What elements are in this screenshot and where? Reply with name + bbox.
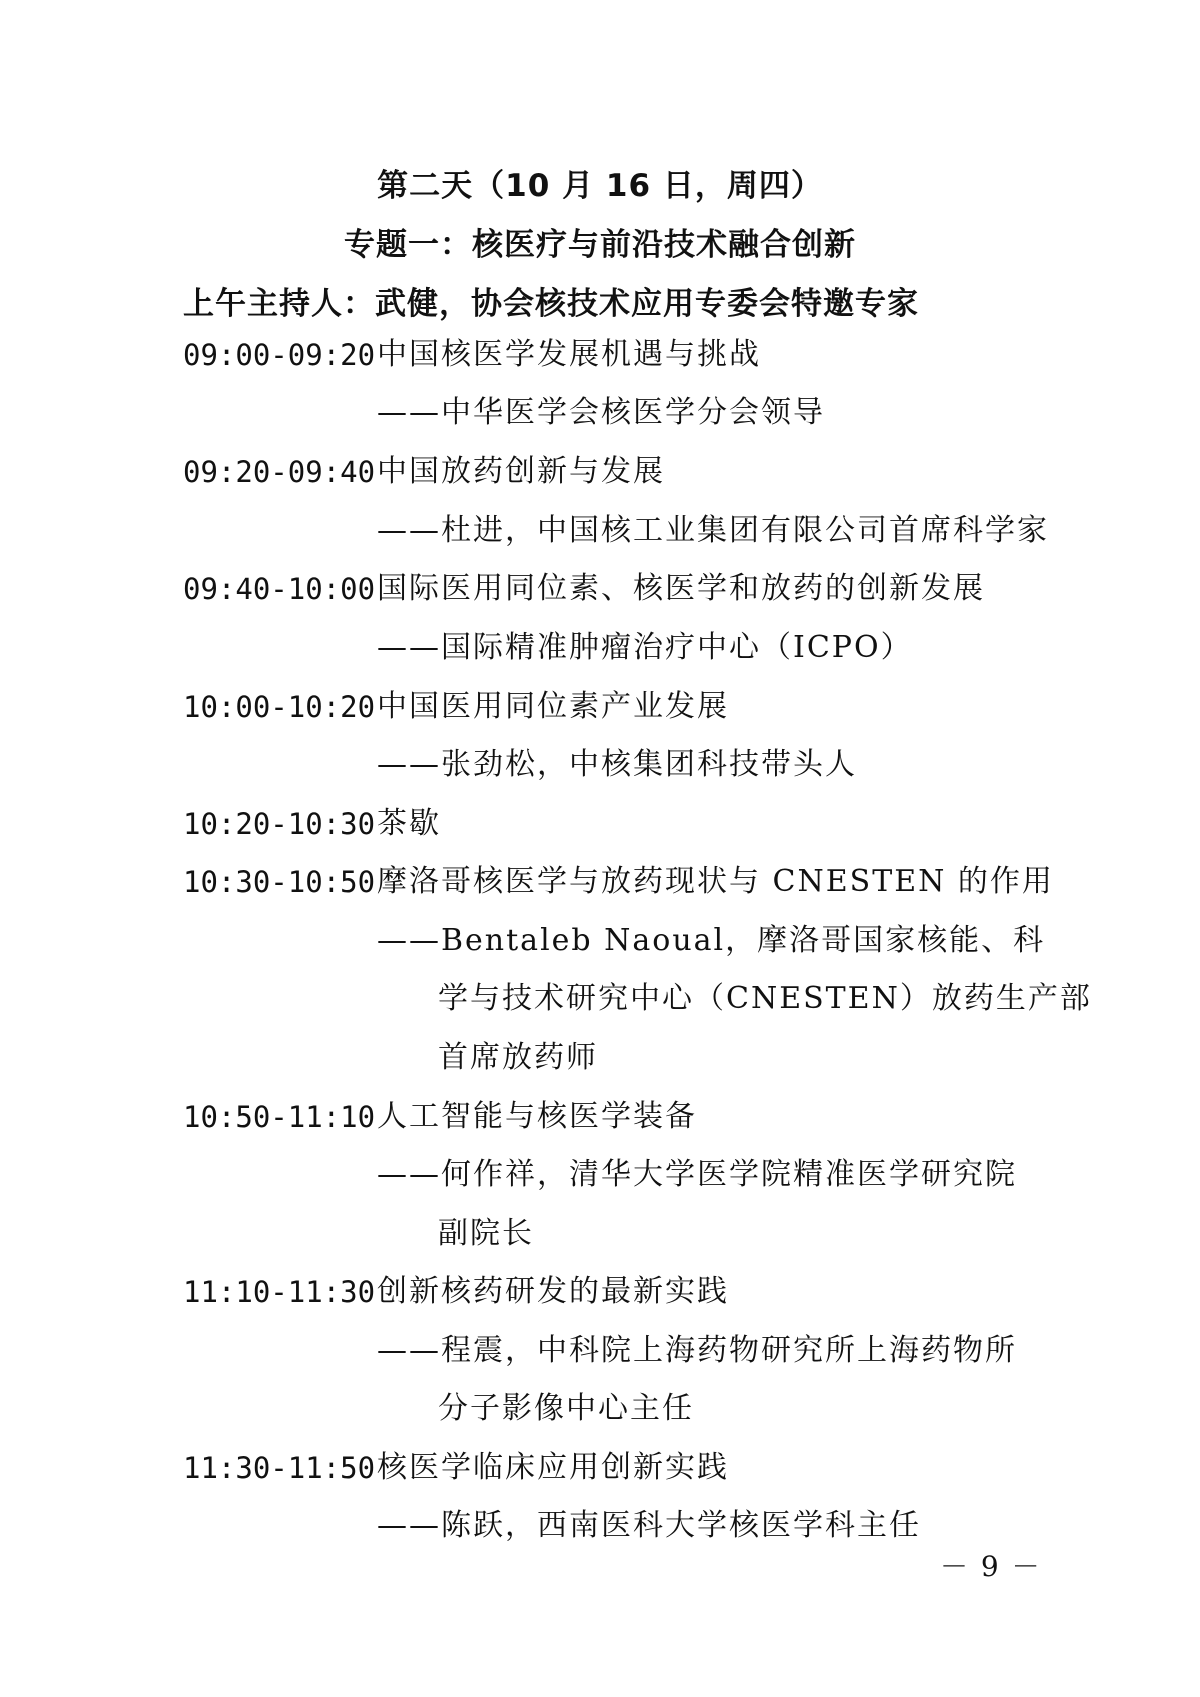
session-speaker-continued: 首席放药师 <box>438 1040 598 1075</box>
session-speaker: ——国际精准肿瘤治疗中心（ICPO） <box>377 630 913 665</box>
session-speaker: ——陈跃，西南医科大学核医学科主任 <box>377 1508 921 1543</box>
session-speaker: ——杜进，中国核工业集团有限公司首席科学家 <box>377 513 1049 548</box>
session-speaker: ——中华医学会核医学分会领导 <box>377 395 825 430</box>
session-time: 09:00-09:20 <box>183 338 376 372</box>
session-time: 10:00-10:20 <box>183 690 376 724</box>
session-title: 人工智能与核医学装备 <box>377 1099 697 1134</box>
session-time: 11:10-11:30 <box>183 1275 376 1309</box>
session-time: 09:20-09:40 <box>183 455 376 489</box>
session-speaker: ——张劲松，中核集团科技带头人 <box>377 747 857 782</box>
session-title: 中国核医学发展机遇与挑战 <box>377 337 761 372</box>
session-title: 国际医用同位素、核医学和放药的创新发展 <box>377 571 985 606</box>
session-speaker: ——Bentaleb Naoual，摩洛哥国家核能、科 <box>377 923 1046 958</box>
session-title: 茶歇 <box>377 806 441 841</box>
session-title: 核医学临床应用创新实践 <box>377 1450 729 1485</box>
session-time: 11:30-11:50 <box>183 1451 376 1485</box>
session-time: 10:20-10:30 <box>183 807 376 841</box>
day-heading: 第二天（10 月 16 日，周四） <box>377 168 823 204</box>
session-speaker-continued: 分子影像中心主任 <box>438 1391 694 1426</box>
session-speaker: ——何作祥，清华大学医学院精准医学研究院 <box>377 1157 1017 1192</box>
session-title: 创新核药研发的最新实践 <box>377 1274 729 1309</box>
topic-heading: 专题一：核医疗与前沿技术融合创新 <box>344 227 856 263</box>
session-time: 10:30-10:50 <box>183 865 376 899</box>
session-speaker: ——程震，中科院上海药物研究所上海药物所 <box>377 1333 1017 1368</box>
page-number: － 9 － <box>940 1550 1042 1583</box>
host-line: 上午主持人：武健，协会核技术应用专委会特邀专家 <box>183 286 919 322</box>
session-time: 09:40-10:00 <box>183 572 376 606</box>
session-title: 中国放药创新与发展 <box>377 454 665 489</box>
session-title: 中国医用同位素产业发展 <box>377 689 729 724</box>
session-speaker-continued: 学与技术研究中心（CNESTEN）放药生产部 <box>438 981 1092 1016</box>
session-speaker-continued: 副院长 <box>438 1216 534 1251</box>
session-time: 10:50-11:10 <box>183 1100 376 1134</box>
session-title: 摩洛哥核医学与放药现状与 CNESTEN 的作用 <box>377 864 1054 899</box>
